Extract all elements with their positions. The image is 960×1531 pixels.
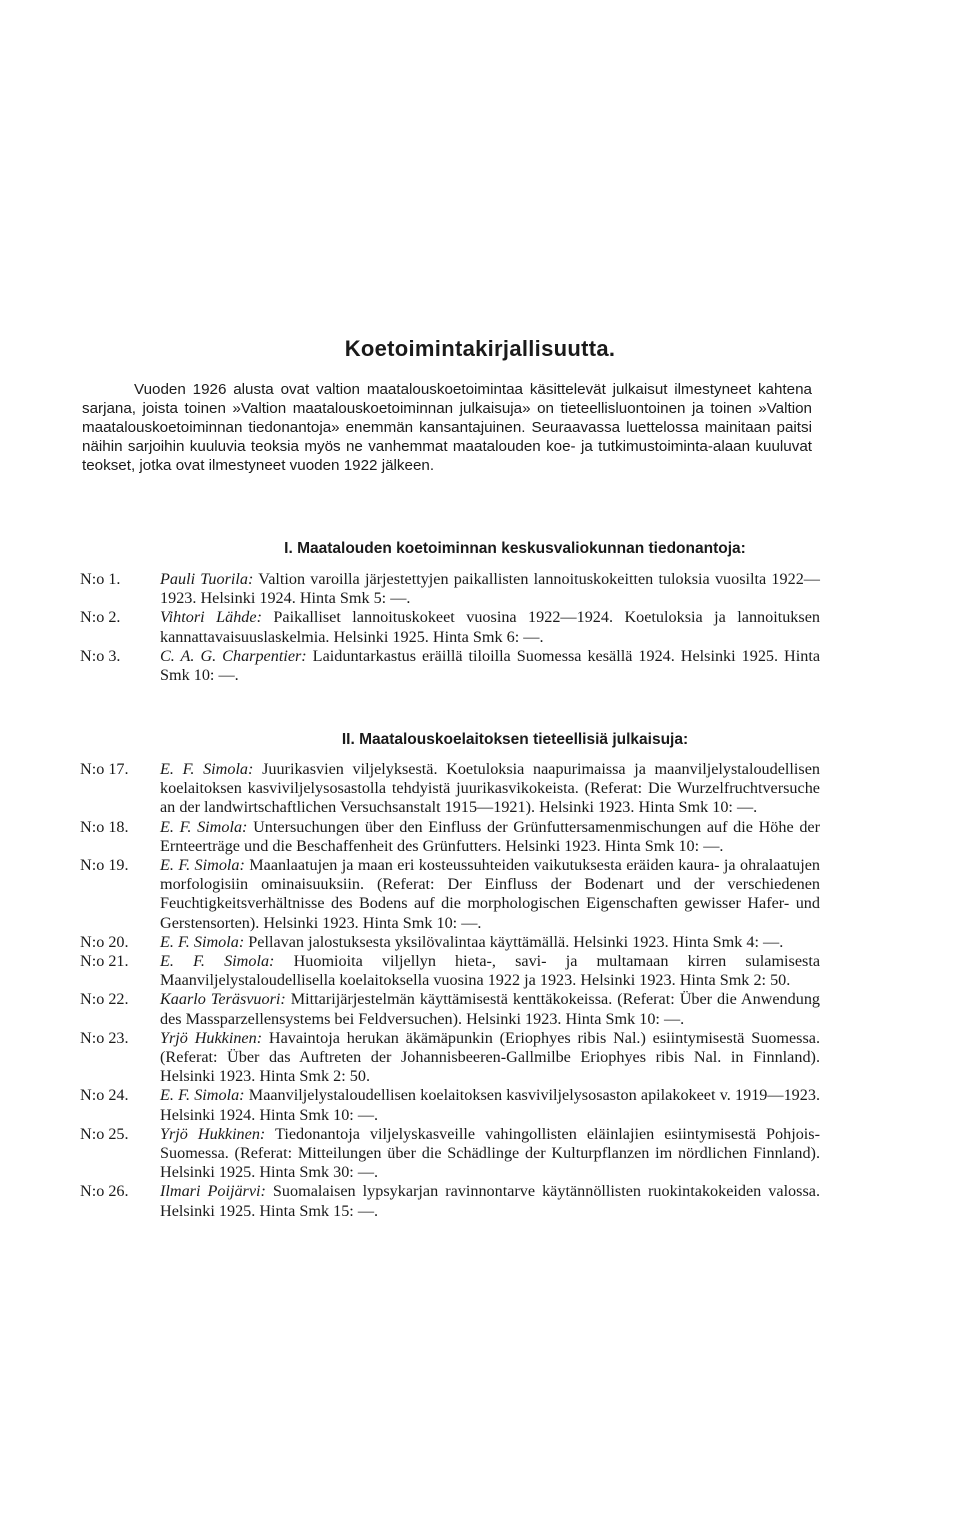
- section-2-entries: [80, 760, 820, 1221]
- list-item: [80, 856, 820, 933]
- entry-text: Laiduntarkastus eräillä tiloilla Suomessa kesällä 1924. Helsinki 1925. Hinta Smk 10: —.: [160, 646, 820, 685]
- list-item: [80, 818, 820, 856]
- entry-text: Pellavan jalostuksesta yksilövalintaa käyttämällä. Helsinki 1923. Hinta Smk 4: —.: [244, 932, 784, 951]
- entry-author: E. F. Simola:: [160, 760, 254, 778]
- entry-body: [160, 933, 820, 952]
- list-item: [80, 952, 820, 990]
- list-item: [80, 570, 820, 608]
- entry-body: [160, 856, 820, 933]
- entry-author: E. F. Simola:: [160, 817, 248, 836]
- section-heading-1: I. Maatalouden koetoiminnan keskusvaliokunnan tiedonantoja:: [284, 540, 746, 557]
- entry-number: N:o 24.: [80, 1086, 129, 1105]
- entry-text: Maanlaatujen ja maan eri kosteussuhteiden vaikutuksesta eräiden kaura- ja ohralaatujen morfologisiin ominaisuuksiin. (Referat: Der Einfluss der Bodenart und der verschiedenen Feuchtigkeitsverhältnisse des Bodens auf die morphologischen Eigenschaften gewisser Hafer- und Gerstensorten). Helsinki 1923. Hinta Smk 10: —.: [160, 856, 820, 932]
- entry-author: Vihtori Lähde:: [160, 608, 262, 627]
- entry-body: [160, 608, 820, 646]
- entry-text: Huomioita viljellyn hieta-, savi- ja multamaan kirren sulamisesta Maanviljelystaloudellisella koelaitoksella vuosina 1922 ja 1923. Helsinki 1923. Hinta Smk 2: 50.: [160, 952, 821, 990]
- entry-author: E. F. Simola:: [160, 932, 245, 951]
- section-1-entries: [80, 570, 820, 685]
- entry-text: Havaintoja herukan äkämäpunkin (Eriophyes ribis Nal.) esiintymisestä Suomessa. (Referat: Über das Auftreten der Johannisbeeren-Gallmilbe Eriophyes ribis Nal. in Finnland). Helsinki 1923. Hinta Smk 2: 50.: [160, 1028, 820, 1086]
- entry-body: [160, 1086, 820, 1124]
- list-item: [80, 1125, 820, 1183]
- entry-author: Pauli Tuorila:: [160, 570, 254, 588]
- entry-body: [160, 647, 820, 685]
- entry-body: [160, 760, 820, 818]
- entry-number: N:o 3.: [80, 646, 121, 665]
- section-heading-2: II. Maatalouskoelaitoksen tieteellisiä julkaisuja:: [341, 731, 689, 748]
- list-item: [80, 1029, 820, 1087]
- entry-text: Suomalaisen lypsykarjan ravinnontarve käytännöllisten ruokintakokeiden valossa. Helsinki 1925. Hinta Smk 15: —.: [160, 1182, 820, 1220]
- entry-text: Untersuchungen über den Einfluss der Grünfuttersamenmischungen auf die Höhe der Ernteerträge und die Beschaffenheit des Grünfutters. Helsinki 1923. Hinta Smk 10: —.: [160, 817, 820, 855]
- list-item: [80, 990, 820, 1028]
- entry-author: Yrjö Hukkinen:: [160, 1028, 263, 1047]
- list-item: [80, 760, 820, 818]
- list-item: [80, 1086, 820, 1124]
- entry-author: E. F. Simola:: [160, 1086, 245, 1105]
- entry-number: N:o 25.: [80, 1124, 129, 1143]
- entry-number: N:o 26.: [80, 1182, 129, 1201]
- list-item: [80, 1182, 820, 1220]
- list-item: [80, 647, 820, 685]
- entry-number: N:o 21.: [80, 952, 129, 971]
- entry-text: Mittarijärjestelmän käyttämisestä kenttäkokeissa. (Referat: Über die Anwendung des Massparzellensystems bei Feldversuchen). Helsinki 1923. Hinta Smk 10: —.: [160, 990, 821, 1028]
- entry-number: N:o 17.: [80, 760, 129, 778]
- entry-number: N:o 22.: [80, 990, 129, 1009]
- entry-text: Paikalliset lannoituskokeet vuosina 1922—1924. Koetuloksia ja lannoituksen kannattavaisuuslaskelmia. Helsinki 1925. Hinta Smk 6: —.: [160, 608, 820, 646]
- entry-number: N:o 18.: [80, 817, 129, 836]
- entry-number: N:o 23.: [80, 1028, 129, 1047]
- entry-number: N:o 2.: [80, 608, 121, 627]
- page-title: Koetoimintakirjallisuutta.: [344, 336, 616, 361]
- entry-author: Yrjö Hukkinen:: [160, 1124, 266, 1143]
- entry-author: E. F. Simola:: [160, 952, 275, 971]
- entry-body: [160, 1125, 820, 1183]
- list-item: [80, 608, 820, 646]
- entry-body: [160, 570, 820, 608]
- entry-number: N:o 1.: [80, 570, 121, 588]
- entry-number: N:o 19.: [80, 856, 129, 875]
- entry-author: Ilmari Poijärvi:: [160, 1182, 266, 1201]
- entry-body: [160, 952, 820, 990]
- entry-body: [160, 1182, 820, 1220]
- list-item: [80, 933, 820, 952]
- entry-author: E. F. Simola:: [160, 856, 245, 875]
- entry-text: Juurikasvien viljelyksestä. Koetuloksia naapurimaissa ja maanviljelystaloudellisen koelaitoksen kasviviljelysosastolla tehdyistä juurikasvikokeista. (Referat: Die Wurzelfruchtversuche an der landwirtschaftlichen Versuchsanstalt 1915—1921). Helsinki 1923. Hinta Smk 10: —.: [160, 760, 820, 817]
- entry-text: Tiedonantoja viljelyskasveille vahingollisten eläinlajien esiintymisestä Pohjois-Suomessa. (Referat: Mitteilungen über die Schädlinge der Kulturpflanzen im nördlichen Finnland). Helsinki 1925. Hinta Smk 30: —.: [160, 1124, 820, 1182]
- entry-body: [160, 1029, 820, 1087]
- entry-body: [160, 818, 820, 856]
- entry-text: Maanviljelystaloudellisen koelaitoksen kasviviljelysosaston apilakokeet v. 1919—1923. Helsinki 1924. Hinta Smk 10: —.: [160, 1086, 821, 1124]
- entry-text: Valtion varoilla järjestettyjen paikallisten lannoituskokeitten tuloksia vuosilta 1922—1923. Helsinki 1924. Hinta Smk 5: —.: [160, 570, 820, 608]
- entry-body: [160, 990, 820, 1028]
- entry-number: N:o 20.: [80, 932, 129, 951]
- intro-paragraph: Vuoden 1926 alusta ovat valtion maatalouskoetoimintaa käsittelevät julkaisut ilmestyneet kahtena sarjana, joista toinen »Valtion maatalouskoetoiminnan julkaisuja» on tieteellisluontoinen ja toinen »Valtion maatalouskoetoiminnan tiedonantoja» enemmän kansantajuinen. Seuraavassa luettelossa mainitaan paitsi näihin sarjoihin kuuluvia teoksia myös ne vanhemmat maatalouden koe- ja tutkimustoiminta-alaan kuuluvat teokset, jotka ovat ilmestyneet vuoden 1922 jälkeen.: [82, 381, 812, 474]
- entry-author: C. A. G. Charpentier:: [160, 646, 307, 665]
- entry-author: Kaarlo Teräsvuori:: [160, 990, 286, 1009]
